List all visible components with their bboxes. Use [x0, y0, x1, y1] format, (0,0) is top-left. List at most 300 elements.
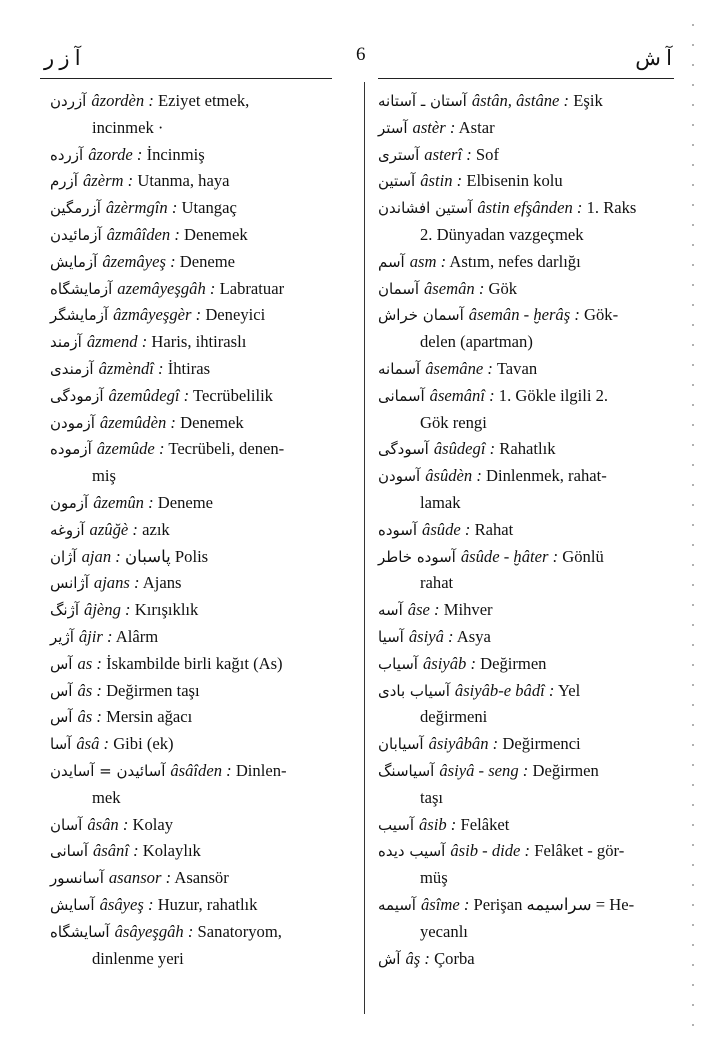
margin-dot: [692, 44, 694, 46]
entry-arabic-headword: آسيمه: [378, 895, 416, 914]
entry-definition: Değirmen: [480, 653, 547, 673]
margin-dot: [692, 644, 694, 646]
entry-line: [378, 812, 682, 839]
entry-definition: Gök: [488, 278, 518, 298]
entry-definition: Gönlü: [562, 546, 604, 566]
dictionary-entry: [378, 892, 682, 946]
entry-line: [378, 436, 682, 463]
entry-definition: Tecrübelilik: [193, 385, 273, 405]
dictionary-entry: [50, 517, 354, 544]
entry-line: [378, 892, 682, 919]
entry-continuation: müş: [420, 868, 448, 888]
entry-transliteration: âs :: [77, 707, 102, 727]
entry-transliteration: âsâîden :: [170, 760, 232, 780]
dictionary-entry: [50, 570, 354, 597]
entry-arabic-headword: آژير: [50, 627, 74, 646]
entry-line: [50, 490, 354, 517]
dictionary-entry: [378, 624, 682, 651]
entry-line: [378, 544, 682, 571]
dictionary-entry: [378, 249, 682, 276]
entry-definition: Denemek: [184, 224, 248, 244]
margin-dot: [692, 364, 694, 366]
entry-line: [50, 731, 354, 758]
margin-dot: [692, 824, 694, 826]
entry-transliteration: âsib - dide :: [450, 841, 531, 861]
entry-line: [378, 651, 682, 678]
entry-transliteration: âstin :: [420, 171, 463, 191]
dictionary-entry: [50, 624, 354, 651]
margin-dot: [692, 384, 694, 386]
entry-transliteration: âsûde :: [422, 519, 471, 539]
entry-line: [50, 758, 354, 785]
page-number: 6: [356, 44, 366, 65]
entry-transliteration: âsâ :: [76, 734, 110, 754]
dictionary-entry: [50, 436, 354, 490]
margin-dots: [686, 4, 700, 1044]
entry-continuation: 2. Dünyadan vazgeçmek: [420, 224, 584, 244]
margin-dot: [692, 64, 694, 66]
entry-definition: Değirmen: [532, 760, 599, 780]
entry-line: [378, 302, 682, 329]
dictionary-entry: [50, 865, 354, 892]
dictionary-entry: [378, 946, 682, 973]
entry-transliteration: âsûdèn :: [425, 466, 482, 486]
entry-arabic-headword: آزمودن: [50, 413, 95, 432]
margin-dot: [692, 804, 694, 806]
entry-arabic-headword: آسمان: [378, 279, 419, 298]
margin-dot: [692, 424, 694, 426]
entry-definition: Felâket - gör-: [534, 841, 625, 861]
margin-dot: [692, 724, 694, 726]
entry-transliteration: âsemân :: [424, 278, 485, 298]
entry-continuation: Gök rengi: [420, 412, 487, 432]
entry-definition: Eziyet etmek,: [158, 91, 250, 110]
margin-dot: [692, 244, 694, 246]
entry-definition: Kolay: [132, 814, 174, 834]
entry-arabic-headword: آزمون: [50, 493, 89, 512]
entry-arabic-headword: آسه: [378, 601, 403, 620]
margin-dot: [692, 1024, 694, 1026]
entry-transliteration: âş :: [405, 948, 430, 968]
dictionary-entry: [50, 812, 354, 839]
margin-dot: [692, 664, 694, 666]
entry-definition: Haris, ihtiraslı: [151, 332, 247, 352]
entry-line: [50, 356, 354, 383]
margin-dot: [692, 784, 694, 786]
entry-transliteration: azûğè :: [89, 519, 138, 539]
entry-transliteration: âzemûde :: [96, 439, 165, 459]
entry-arabic-headword: آزمودگى: [50, 386, 104, 405]
margin-dot: [692, 284, 694, 286]
dictionary-entry: [50, 302, 354, 329]
dictionary-entry: [378, 651, 682, 678]
margin-dot: [692, 184, 694, 186]
entry-definition: Asya: [456, 626, 491, 646]
margin-dot: [692, 684, 694, 686]
dictionary-entry: [50, 597, 354, 624]
margin-dot: [692, 104, 694, 106]
entry-transliteration: âsiyâbân :: [428, 734, 499, 754]
entry-arabic-headword: آسمان خراش: [378, 306, 464, 325]
margin-dot: [692, 24, 694, 26]
entry-transliteration: âsib :: [419, 814, 457, 834]
entry-arabic-headword: آزوغه: [50, 520, 85, 539]
entry-arabic-headword: آسايشگاه: [50, 922, 110, 941]
entry-arabic-headword: آسترى: [378, 145, 420, 164]
entry-continuation: değirmeni: [420, 707, 488, 727]
dictionary-entry: [378, 356, 682, 383]
margin-dot: [692, 584, 694, 586]
dictionary-entry: [50, 222, 354, 249]
entry-line: [50, 222, 354, 249]
entry-continuation: rahat: [420, 573, 454, 593]
entry-transliteration: asansor :: [108, 868, 172, 888]
margin-dot: [692, 484, 694, 486]
dictionary-entry: [50, 88, 354, 142]
entry-definition: Tavan: [496, 358, 538, 378]
entry-definition: İhtiras: [167, 358, 211, 378]
entry-arabic-headword: آزمايشگر: [50, 306, 109, 325]
entry-definition: Eşik: [573, 91, 603, 110]
dictionary-entry: [378, 731, 682, 758]
margin-dot: [692, 404, 694, 406]
margin-dot: [692, 264, 694, 266]
entry-definition: Utangaç: [181, 198, 237, 218]
entry-arabic-headword: آستين افشاندن: [378, 199, 473, 218]
entry-arabic-headword: آژانس: [50, 574, 89, 593]
margin-dot: [692, 144, 694, 146]
entry-transliteration: astèr :: [412, 117, 456, 137]
entry-transliteration: âzmâîden :: [106, 224, 180, 244]
entry-arabic-headword: آزموده: [50, 440, 92, 459]
margin-dot: [692, 444, 694, 446]
dictionary-entry: [378, 168, 682, 195]
entry-definition: Sanatoryom,: [197, 921, 282, 941]
entry-arabic-headword: آسودگى: [378, 440, 429, 459]
entry-definition: Tecrübeli, denen-: [168, 439, 285, 459]
entry-line: [50, 704, 354, 731]
margin-dot: [692, 324, 694, 326]
dictionary-entry: [378, 383, 682, 437]
dictionary-entry: [50, 410, 354, 437]
entry-continuation: mek: [92, 787, 121, 807]
dictionary-entry: [50, 758, 354, 812]
margin-dot: [692, 464, 694, 466]
margin-dot: [692, 304, 694, 306]
entry-transliteration: âsemân - ḫerâş :: [468, 305, 580, 325]
entry-transliteration: asterî :: [424, 144, 472, 164]
entry-line: [50, 919, 354, 946]
entry-arabic-headword: آسم: [378, 252, 405, 271]
entry-transliteration: âsiyâb-e bâdî :: [454, 680, 555, 700]
entry-definition: Denemek: [180, 412, 244, 432]
entry-definition: Kolaylık: [142, 841, 201, 861]
entry-arabic-headword: آژان: [50, 547, 77, 566]
dictionary-entry: [50, 383, 354, 410]
margin-dot: [692, 224, 694, 226]
entry-definition: Alârm: [115, 626, 159, 646]
entry-line: [378, 88, 682, 115]
entry-arabic-headword: آسيا: [378, 627, 404, 646]
entry-definition: Yel: [557, 680, 581, 700]
entry-definition: Gök-: [584, 305, 619, 325]
entry-definition: Utanma, haya: [137, 171, 230, 191]
entry-line: [50, 517, 354, 544]
entry-transliteration: âzmend :: [86, 332, 148, 352]
entry-transliteration: âzorde :: [88, 144, 143, 164]
entry-transliteration: âsîme :: [420, 894, 470, 914]
entry-arabic-headword: آزمايش: [50, 252, 98, 271]
margin-dot: [692, 84, 694, 86]
entry-definition: 1. Gökle ilgili 2.: [498, 385, 609, 405]
entry-definition: Dinlenmek, rahat-: [486, 466, 607, 486]
dictionary-entry: [378, 302, 682, 356]
entry-continuation: dinlenme yeri: [92, 948, 184, 968]
entry-arabic-headword: آسمانى: [378, 386, 425, 405]
entry-line: [50, 812, 354, 839]
header-rule-right: [378, 78, 674, 79]
margin-dot: [692, 124, 694, 126]
entry-arabic-headword: آسائيدن = آسايدن: [50, 761, 166, 780]
dictionary-entry: [50, 731, 354, 758]
entry-definition: Sof: [475, 144, 499, 164]
entry-definition: Kırışıklık: [134, 600, 199, 620]
entry-definition: Ajans: [142, 573, 182, 593]
entry-transliteration: âstân, âstâne :: [471, 91, 570, 110]
entry-transliteration: azemâyeşgâh :: [117, 278, 216, 298]
entry-continuation: yecanlı: [420, 921, 468, 941]
entry-line: [50, 276, 354, 303]
entry-line: [378, 356, 682, 383]
dictionary-entry: [50, 249, 354, 276]
entry-continuation: incinmek ·: [92, 117, 164, 137]
entry-definition: Huzur, rahatlık: [157, 894, 258, 914]
entry-transliteration: âs :: [77, 680, 102, 700]
entry-line: [378, 276, 682, 303]
entry-continuation: miş: [92, 466, 116, 486]
entry-definition: Rahat: [474, 519, 514, 539]
entry-transliteration: âzemûdèn :: [99, 412, 176, 432]
entry-definition: İskambilde birli kağıt (As): [106, 653, 283, 673]
dictionary-entry: [50, 892, 354, 919]
margin-dot: [692, 1004, 694, 1006]
dictionary-entry: [50, 168, 354, 195]
entry-arabic-headword: آسايش: [50, 895, 95, 914]
entry-arabic-headword: آس: [50, 708, 73, 727]
entry-transliteration: âjir :: [78, 626, 113, 646]
dictionary-entry: [50, 544, 354, 571]
entry-definition: Mersin ağacı: [106, 707, 193, 727]
entry-definition: Rahatlık: [499, 439, 556, 459]
dictionary-entry: [378, 115, 682, 142]
dictionary-entry: [378, 812, 682, 839]
entry-arabic-headword: آسان: [50, 815, 83, 834]
entry-definition: Dinlen-: [235, 760, 287, 780]
column-divider: [364, 82, 365, 1014]
entry-line: [378, 463, 682, 490]
margin-dot: [692, 864, 694, 866]
entry-transliteration: âzemâyeş :: [102, 251, 176, 271]
entry-arabic-headword: آزردن: [50, 92, 87, 110]
dictionary-entry: [50, 195, 354, 222]
entry-arabic-headword: آزرده: [50, 145, 84, 164]
dictionary-entry: [50, 490, 354, 517]
entry-transliteration: âzmèndî :: [98, 358, 164, 378]
entry-arabic-headword: آسوده: [378, 520, 418, 539]
entry-transliteration: ajans :: [93, 573, 140, 593]
header-left-guideword: آ ز ر: [44, 46, 81, 70]
entry-definition: Mihver: [443, 600, 493, 620]
entry-arabic-headword: آسودن: [378, 467, 421, 486]
entry-line: [50, 383, 354, 410]
entry-definition: 1. Raks: [586, 198, 637, 218]
margin-dot: [692, 164, 694, 166]
entry-definition: Labratuar: [219, 278, 285, 298]
dictionary-entry: [378, 544, 682, 598]
entry-line: [50, 597, 354, 624]
entry-arabic-headword: آزمند: [50, 333, 82, 352]
dictionary-entry: [378, 597, 682, 624]
page-header: [40, 44, 672, 74]
margin-dot: [692, 504, 694, 506]
entry-line: [50, 570, 354, 597]
entry-transliteration: âsiyâ :: [408, 626, 454, 646]
entry-continuation: lamak: [420, 492, 461, 512]
left-column: [50, 88, 354, 972]
margin-dot: [692, 984, 694, 986]
entry-arabic-headword: آسيب ديده: [378, 842, 446, 861]
entry-definition: Asansör: [174, 868, 229, 888]
entry-line: [50, 651, 354, 678]
entry-line: [378, 731, 682, 758]
margin-dot: [692, 884, 694, 886]
margin-dot: [692, 924, 694, 926]
margin-dot: [692, 964, 694, 966]
margin-dot: [692, 844, 694, 846]
entry-arabic-headword: آزرمگين: [50, 199, 101, 218]
entry-arabic-headword: آسياب بادى: [378, 681, 450, 700]
entry-transliteration: âse :: [407, 600, 440, 620]
entry-arabic-headword: آس: [50, 681, 73, 700]
entry-line: [50, 249, 354, 276]
entry-line: [378, 195, 682, 222]
entry-definition: azık: [142, 519, 170, 539]
margin-dot: [692, 204, 694, 206]
entry-arabic-headword: آستين: [378, 172, 416, 191]
entry-transliteration: âsiyâb :: [422, 653, 476, 673]
entry-line: [50, 436, 354, 463]
entry-transliteration: âzemûdegî :: [108, 385, 190, 405]
margin-dot: [692, 544, 694, 546]
entry-transliteration: âsânî :: [92, 841, 139, 861]
entry-definition: Gibi (ek): [113, 734, 174, 754]
entry-transliteration: âsûde - ḫâter :: [460, 546, 559, 566]
entry-definition: Perişan سراسيمه = He-: [473, 894, 635, 914]
entry-definition: Değirmen taşı: [106, 680, 200, 700]
entry-line: [50, 142, 354, 169]
entry-transliteration: âstin efşânden :: [477, 198, 583, 218]
margin-dot: [692, 904, 694, 906]
entry-transliteration: âzèrm :: [82, 171, 134, 191]
entry-arabic-headword: آزمايشگاه: [50, 279, 113, 298]
entry-line: [378, 758, 682, 785]
margin-dot: [692, 624, 694, 626]
margin-dot: [692, 704, 694, 706]
entry-transliteration: âsân :: [87, 814, 129, 834]
dictionary-entry: [378, 142, 682, 169]
entry-arabic-headword: آسا: [50, 735, 72, 754]
margin-dot: [692, 524, 694, 526]
margin-dot: [692, 944, 694, 946]
dictionary-entry: [50, 276, 354, 303]
entry-transliteration: âsemâne :: [425, 358, 493, 378]
entry-arabic-headword: آسمانه: [378, 359, 421, 378]
margin-dot: [692, 744, 694, 746]
entry-arabic-headword: آسيب: [378, 815, 414, 834]
dictionary-entry: [378, 436, 682, 463]
entry-definition: Deneme: [179, 251, 236, 271]
dictionary-entry: [50, 356, 354, 383]
entry-transliteration: ajan :: [81, 546, 121, 566]
dictionary-entry: [50, 704, 354, 731]
entry-line: [378, 946, 682, 973]
dictionary-entry: [378, 838, 682, 892]
margin-dot: [692, 344, 694, 346]
entry-line: [50, 544, 354, 571]
dictionary-entry: [378, 88, 682, 115]
entry-line: [50, 302, 354, 329]
entry-arabic-headword: آش: [378, 949, 401, 968]
entry-arabic-headword: آستان ـ آستانه: [378, 92, 467, 110]
entry-transliteration: as :: [77, 653, 102, 673]
entry-line: [50, 892, 354, 919]
entry-transliteration: âzordèn :: [91, 91, 154, 110]
entry-continuation: delen (apartman): [420, 332, 533, 352]
entry-transliteration: âjèng :: [84, 600, 131, 620]
margin-dot: [692, 764, 694, 766]
header-right-guideword: آ ش: [635, 46, 672, 70]
entry-line: [378, 678, 682, 705]
dictionary-entry: [378, 195, 682, 249]
entry-transliteration: âsâyeşgâh :: [114, 921, 194, 941]
dictionary-entry: [50, 142, 354, 169]
entry-line: [50, 624, 354, 651]
entry-definition: Deneyici: [205, 305, 266, 325]
entry-definition: İncinmiş: [146, 144, 205, 164]
entry-definition: Astım, nefes darlığı: [449, 251, 581, 271]
entry-transliteration: âzemûn :: [93, 492, 154, 512]
entry-definition: Değirmenci: [502, 734, 581, 754]
dictionary-entry: [378, 678, 682, 732]
entry-line: [50, 678, 354, 705]
entry-line: [50, 168, 354, 195]
entry-definition: Çorba: [434, 948, 475, 968]
dictionary-entry: [378, 758, 682, 812]
entry-arabic-headword: آزمائيدن: [50, 225, 102, 244]
entry-line: [50, 865, 354, 892]
entry-arabic-headword: آستر: [378, 118, 408, 137]
entry-line: [378, 517, 682, 544]
entry-definition: Astar: [458, 117, 495, 137]
entry-arabic-headword: آس: [50, 654, 73, 673]
entry-line: [378, 383, 682, 410]
entry-arabic-headword: آزرم: [50, 172, 78, 191]
entry-arabic-headword: آسياسنگ: [378, 761, 435, 780]
dictionary-entry: [378, 463, 682, 517]
entry-line: [378, 624, 682, 651]
entry-definition: Deneme: [157, 492, 214, 512]
entry-line: [50, 838, 354, 865]
